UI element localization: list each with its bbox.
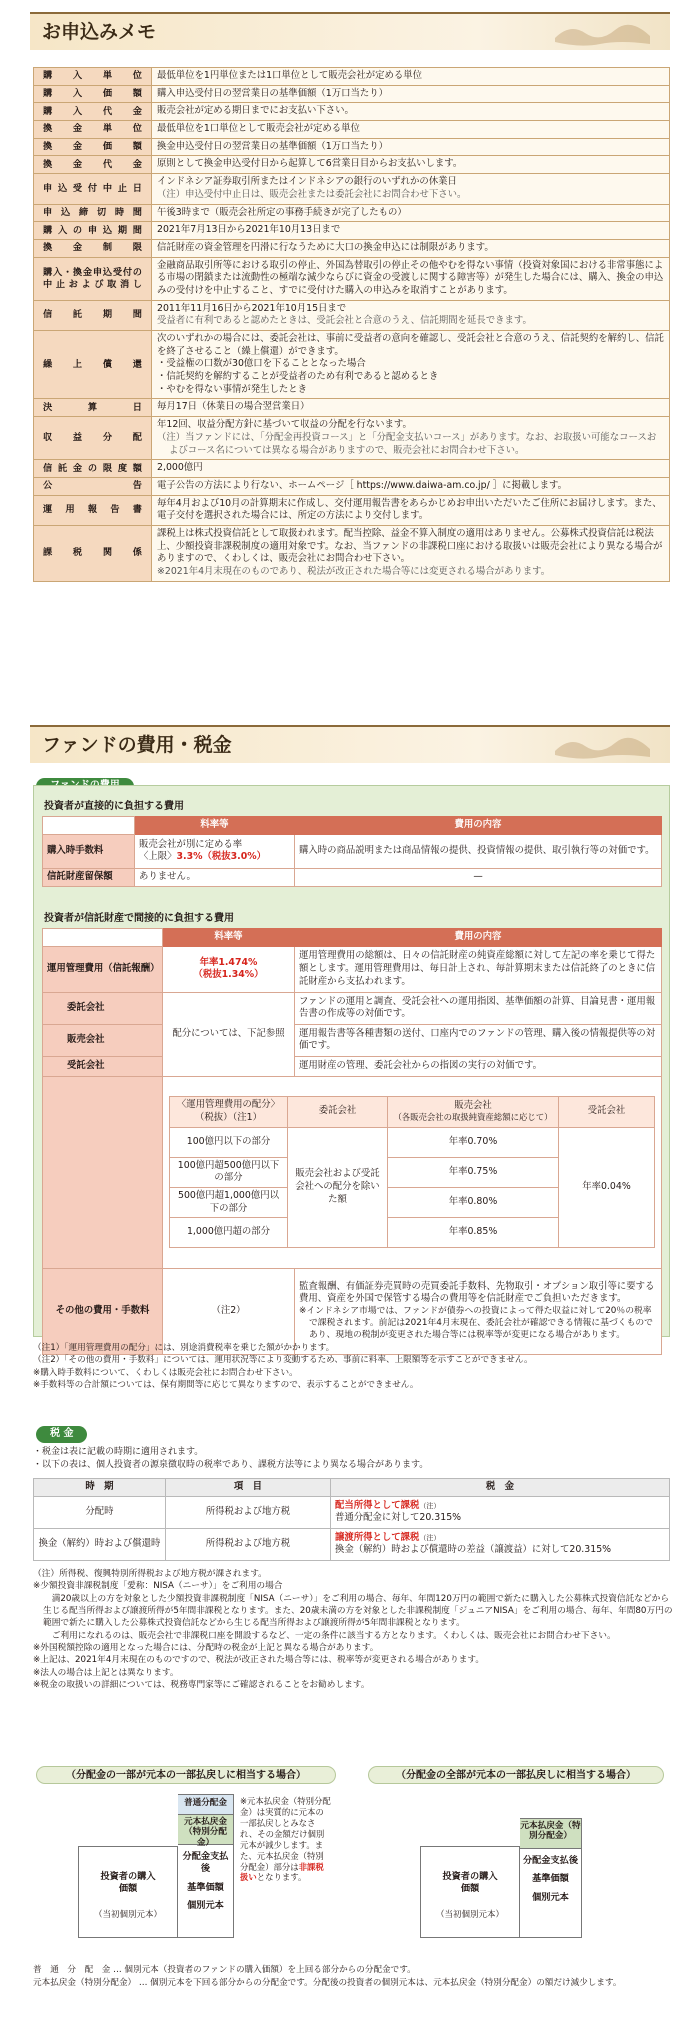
tax-note: （注）所得税、復興特別所得税および地方税が課されます。 bbox=[33, 1569, 267, 1579]
memo-row bbox=[34, 331, 670, 399]
fee-note: ※手数料等の合計額については、保有期間等に応じて異なりますので、表示することができません。 bbox=[33, 1380, 419, 1391]
principal-label: 個別元本 bbox=[532, 1891, 569, 1903]
tax-when: 換金（解約）時および償還時 bbox=[34, 1528, 166, 1560]
mgmt-fee-rate-value: 年率1.474% bbox=[199, 956, 258, 968]
memo-value-text: 電子公告の方法により行ない、ホームページ［ https://www.daiwa-am.co.jp/ ］に掲載します。 bbox=[157, 479, 567, 491]
memo-label: 収益分配 bbox=[34, 417, 152, 460]
investor-price-box bbox=[78, 1846, 178, 1938]
indirect-col-rate: 料率等 bbox=[163, 929, 295, 947]
memo-value bbox=[152, 204, 670, 222]
refund-block: 元本払戻金（特別分配金） bbox=[178, 1815, 233, 1845]
memo-value-text: 最低単位を1口単位として販売会社が定める単位 bbox=[157, 123, 360, 135]
fees-header bbox=[30, 725, 670, 763]
alloc-sales-rate: 年率0.80% bbox=[388, 1187, 559, 1217]
memo-row bbox=[34, 138, 670, 156]
normal-dist-block: 普通分配金 bbox=[178, 1795, 233, 1815]
memo-label: 換金代金 bbox=[34, 156, 152, 174]
memo-label: 決算日 bbox=[34, 399, 152, 417]
base-price-label: 基準価額 bbox=[187, 1881, 224, 1893]
alloc-trust-note: 販売会社および受託会社への配分を除いた額 bbox=[288, 1127, 388, 1248]
other-fee-rate: （注2） bbox=[163, 1268, 295, 1354]
memo-label: 課税関係 bbox=[34, 525, 152, 581]
initial-principal-label: （当初個別元本） bbox=[93, 1909, 162, 1920]
alloc-sales-rate: 年率0.70% bbox=[388, 1127, 559, 1157]
initial-principal-label: （当初個別元本） bbox=[435, 1909, 504, 1920]
tax-note-ref: （注） bbox=[419, 1501, 441, 1510]
memo-value-text: 次のいずれかの場合には、委託会社は、事前に受益者の意向を確認し、受託会社と合意のうえ、信託契約を解約し、信託を終了させること（繰上償還）ができます。 bbox=[157, 333, 664, 357]
tax-note: ※税金の取扱いの詳細については、税務専門家等にご確認されることをお勧めします。 bbox=[33, 1680, 370, 1691]
party-content: 運用財産の管理、委託会社からの指図の実行の対価です。 bbox=[295, 1056, 662, 1076]
principal-label: 個別元本 bbox=[187, 1900, 224, 1912]
memo-row bbox=[34, 257, 670, 300]
memo-label: 申込締切時間 bbox=[34, 204, 152, 222]
memo-value bbox=[152, 417, 670, 460]
memo-row bbox=[34, 174, 670, 204]
alloc-header-sales-note: （各販売会社の取扱純資産総額に応じて） bbox=[393, 1112, 553, 1123]
memo-value bbox=[152, 103, 670, 121]
memo-value-text: 金融商品取引所等における取引の停止、外国為替取引の停止その他やむを得ない事情（投資対象国における非常事態による市場の閉鎖または流動性の極端な減少ならびに資金の受渡しに関する障害等）が発生した場合には、購入、換金の申込みの受付けを中止すること、すでに受付けた購入の申込みを取消すことがあります。 bbox=[157, 259, 664, 296]
tax-table bbox=[33, 1478, 670, 1561]
alloc-sales-rate: 年率0.85% bbox=[388, 1218, 559, 1248]
memo-value bbox=[152, 174, 670, 204]
tax-note: ※法人の場合は上記とは異なります。 bbox=[33, 1667, 179, 1678]
memo-value bbox=[152, 300, 670, 330]
tax-col-item: 項 目 bbox=[166, 1479, 331, 1497]
memo-value bbox=[152, 460, 670, 478]
tax-item: 所得税および地方税 bbox=[166, 1528, 331, 1560]
memo-value bbox=[152, 68, 670, 86]
memo-row bbox=[34, 222, 670, 240]
fee-note: （注1）「運用管理費用の配分」には、別途消費税率を乗じた額がかかります。 bbox=[33, 1343, 335, 1353]
memo-value bbox=[152, 399, 670, 417]
memo-header bbox=[30, 12, 670, 50]
tax-notes bbox=[33, 1568, 673, 1691]
diagram-definitions bbox=[33, 1964, 673, 1990]
memo-label: 公告 bbox=[34, 477, 152, 495]
mgmt-fee-rate bbox=[163, 946, 295, 992]
memo-value-text: 年12回、収益分配方針に基づいて収益の分配を行ないます。 bbox=[157, 419, 412, 431]
tax-col-when: 時 期 bbox=[34, 1479, 166, 1497]
memo-value bbox=[152, 156, 670, 174]
memo-value-text: インドネシア証券取引所またはインドネシアの銀行のいずれかの休業日 bbox=[157, 176, 457, 188]
after-dist-label: 分配金支払後 bbox=[522, 1855, 579, 1866]
base-price-label: 基準価額 bbox=[532, 1873, 569, 1885]
memo-bullet: ・信託契約を解約することが受益者のため有利であると認めるとき bbox=[157, 371, 439, 383]
memo-value bbox=[152, 121, 670, 139]
memo-row bbox=[34, 460, 670, 478]
memo-value bbox=[152, 257, 670, 300]
tax-value bbox=[331, 1528, 670, 1560]
after-dist-box-right bbox=[520, 1818, 582, 1938]
tax-when: 分配時 bbox=[34, 1496, 166, 1528]
alloc-header-sales bbox=[388, 1097, 559, 1127]
purchase-fee-cap: 3.3%（税抜3.0%） bbox=[176, 851, 267, 863]
def-normal: 普 通 分 配 金 … 個別元本（投資者のファンドの購入価額）を上回る部分からの分配金です。 bbox=[33, 1965, 416, 1975]
memo-value bbox=[152, 222, 670, 240]
tax-note: ご利用になれるのは、販売会社で非課税口座を開設するなど、一定の条件に該当する方となります。くわしくは、販売会社にお問合わせ下さい。 bbox=[43, 1630, 616, 1641]
parties-rate: 配分については、下記参照 bbox=[163, 992, 295, 1076]
reserve-label: 信託財産留保額 bbox=[43, 868, 135, 886]
mgmt-fee-content: 運用管理費用の総額は、日々の信託財産の純資産総額に対して左記の率を乗じて得た額とします。運用管理費用は、毎日計上され、毎計算期末または信託終了のときに信託財産から支払われます。 bbox=[295, 946, 662, 992]
fee-note: （注2）「その他の費用・手数料」については、運用状況等により変動するため、事前に料率、上限額等を示すことができません。 bbox=[33, 1355, 533, 1366]
mgmt-fee-label: 運用管理費用（信託報酬） bbox=[43, 946, 163, 992]
memo-note: （注）当ファンドには、「分配金再投資コース」と「分配金支払いコース」があります。なお、お取扱い可能なコースおよびコース名については異なる場合がありますので、販売会社にお問合わせ下さい。 bbox=[157, 431, 657, 456]
memo-label: 購入・換金申込受付の中止および取消し bbox=[34, 257, 152, 300]
tax-col-tax: 税 金 bbox=[331, 1479, 670, 1497]
memo-value-text: 購入申込受付日の翌営業日の基準価額（1万口当たり） bbox=[157, 87, 388, 99]
memo-value-text: 2011年11月16日から2021年10月15日まで bbox=[157, 302, 347, 314]
memo-value-text: 原則として換金申込受付日から起算して6営業日目からお支払いします。 bbox=[157, 158, 463, 170]
memo-row bbox=[34, 85, 670, 103]
reserve-rate: ありません。 bbox=[135, 868, 295, 886]
memo-row bbox=[34, 68, 670, 86]
memo-value-text: 毎月17日（休業日の場合翌営業日） bbox=[157, 401, 310, 413]
memo-label: 繰上償還 bbox=[34, 331, 152, 399]
memo-note: 受益者に有利であると認めたときは、受託会社と合意のうえ、信託期間を延長できます。 bbox=[157, 315, 532, 327]
memo-value-text: 午後3時まで（販売会社所定の事務手続きが完了したもの） bbox=[157, 206, 407, 218]
mgmt-fee-rate-ex-tax: （税抜1.34%） bbox=[193, 969, 264, 981]
memo-label: 信託期間 bbox=[34, 300, 152, 330]
alloc-cell bbox=[163, 1076, 662, 1268]
memo-bullet: ・やむを得ない事情が発生したとき bbox=[157, 383, 308, 395]
alloc-header-custodian: 受託会社 bbox=[559, 1097, 655, 1127]
alloc-header-sales-text: 販売会社 bbox=[454, 1099, 492, 1111]
fee-note: ※購入時手数料について、くわしくは販売会社にお問合わせ下さい。 bbox=[33, 1367, 298, 1378]
tax-note-ref: （注） bbox=[419, 1533, 441, 1542]
tax-intro-line: ・以下の表は、個人投資者の源泉徴収時の税率であり、課税方法等により異なる場合があります。 bbox=[33, 1459, 429, 1470]
alloc-header-tier: 〈運用管理費用の配分〉（税抜）（注1） bbox=[170, 1097, 288, 1127]
tax-note: ※外国税額控除の適用となった場合には、分配時の税金が上記と異なる場合があります。 bbox=[33, 1643, 379, 1654]
fee-panel bbox=[33, 785, 670, 1340]
investor-price-label: 投資者の購入価額 bbox=[442, 1871, 498, 1895]
memo-row bbox=[34, 121, 670, 139]
memo-value-text: 課税上は株式投資信託として取扱われます。配当控除、益金不算入制度の適用はありません。公募株式投資信託は税法上、少額投資非課税制度の適用対象です。なお、当ファンドの非課税口座における取扱いは販売会社により異なる場合がありますので、くわしくは、販売会社にお問合わせ下さい。 bbox=[157, 527, 663, 565]
memo-value-text: 換金申込受付日の翌営業日の基準価額（1万口当たり） bbox=[157, 140, 388, 152]
memo-row bbox=[34, 204, 670, 222]
memo-value bbox=[152, 331, 670, 399]
alloc-sales-rate: 年率0.75% bbox=[388, 1157, 559, 1187]
after-dist-box bbox=[178, 1794, 234, 1938]
memo-table bbox=[33, 67, 670, 582]
party-label: 販売会社 bbox=[43, 1024, 163, 1056]
purchase-fee-cap-label: 〈上限〉 bbox=[139, 851, 177, 863]
indirect-heading: 投資者が信託財産で間接的に負担する費用 bbox=[44, 913, 234, 924]
tax-free-highlight: 非課税扱い bbox=[240, 1861, 324, 1883]
diagram-left-title: （分配金の一部が元本の一部払戻しに相当する場合） bbox=[36, 1766, 336, 1784]
memo-label: 購入価額 bbox=[34, 85, 152, 103]
memo-label: 運用報告書 bbox=[34, 495, 152, 525]
tax-type: 譲渡所得として課税 bbox=[335, 1531, 420, 1543]
memo-label: 信託金の限度額 bbox=[34, 460, 152, 478]
memo-row bbox=[34, 239, 670, 257]
fees-title: ファンドの費用・税金 bbox=[42, 734, 232, 756]
memo-label: 購入の申込期間 bbox=[34, 222, 152, 240]
party-label: 委託会社 bbox=[43, 992, 163, 1024]
memo-label: 換金単位 bbox=[34, 121, 152, 139]
memo-value-text: 2021年7月13日から2021年10月13日まで bbox=[157, 224, 341, 236]
purchase-fee-rate-text: 販売会社が別に定める率 bbox=[139, 838, 243, 850]
direct-fee-table bbox=[42, 816, 662, 887]
tax-note: ※少額投資非課税制度「愛称：NISA（ニーサ）」をご利用の場合 bbox=[33, 1581, 283, 1592]
diagram-right-title: （分配金の全部が元本の一部払戻しに相当する場合） bbox=[368, 1766, 664, 1784]
refund-note: ※元本払戻金（特別分配金）は実質的に元本の一部払戻しとみなされ、その金額だけ個別元本が減少します。また、元本払戻金（特別分配金）部分は非課税扱いとなります。 bbox=[240, 1796, 331, 1883]
party-label: 受託会社 bbox=[43, 1056, 163, 1076]
memo-row bbox=[34, 477, 670, 495]
alloc-tier: 500億円超1,000億円以下の部分 bbox=[170, 1187, 288, 1217]
memo-row bbox=[34, 495, 670, 525]
alloc-spacer bbox=[43, 1076, 163, 1268]
refund-block: 元本払戻金（特別分配金） bbox=[520, 1819, 581, 1849]
party-content: ファンドの運用と調査、受託会社への運用指図、基準価額の計算、目論見書・運用報告書の作成等の対価です。 bbox=[295, 992, 662, 1024]
memo-value bbox=[152, 138, 670, 156]
tax-value bbox=[331, 1496, 670, 1528]
memo-label: 購入代金 bbox=[34, 103, 152, 121]
memo-row bbox=[34, 103, 670, 121]
memo-value bbox=[152, 477, 670, 495]
memo-value bbox=[152, 85, 670, 103]
memo-row bbox=[34, 399, 670, 417]
memo-value bbox=[152, 495, 670, 525]
other-fee-label: その他の費用・手数料 bbox=[43, 1268, 163, 1354]
other-fee-content-text: 監査報酬、有価証券売買時の売買委託手数料、先物取引・オプション取引等に要する費用、資産を外国で保管する場合の費用等を信託財産でご負担いただきます。 bbox=[299, 1280, 655, 1305]
memo-value bbox=[152, 239, 670, 257]
direct-col-content: 費用の内容 bbox=[295, 817, 662, 835]
memo-value-text: 販売会社が定める期日までにお支払い下さい。 bbox=[157, 105, 354, 117]
memo-label: 購入単位 bbox=[34, 68, 152, 86]
reserve-content: — bbox=[295, 868, 662, 886]
world-map-icon bbox=[550, 731, 660, 761]
tax-rate-text: 普通分配金に対して20.315% bbox=[335, 1512, 462, 1524]
memo-value bbox=[152, 525, 670, 581]
world-map-icon bbox=[550, 18, 660, 48]
purchase-fee-content: 購入時の商品説明または商品情報の提供、投資情報の提供、取引執行等の対価です。 bbox=[295, 834, 662, 868]
memo-row bbox=[34, 417, 670, 460]
memo-bullet: ・受益権の口数が30億口を下ることとなった場合 bbox=[157, 358, 366, 370]
tax-type: 配当所得として課税 bbox=[335, 1499, 420, 1511]
alloc-tier: 100億円超500億円以下の部分 bbox=[170, 1157, 288, 1187]
indirect-fee-table bbox=[42, 928, 662, 1355]
purchase-fee-rate bbox=[135, 834, 295, 868]
tax-rate-text: 換金（解約）時および償還時の差益（譲渡益）に対して20.315% bbox=[335, 1544, 612, 1556]
direct-heading: 投資者が直接的に負担する費用 bbox=[44, 801, 184, 812]
memo-row bbox=[34, 525, 670, 581]
investor-price-box-right bbox=[420, 1846, 520, 1938]
memo-note: ※2021年4月末現在のものであり、税法が改正された場合等には変更される場合があります。 bbox=[157, 566, 551, 577]
after-dist-label: 分配金支払後 bbox=[182, 1851, 229, 1875]
purchase-fee-label: 購入時手数料 bbox=[43, 834, 135, 868]
tax-intro bbox=[33, 1446, 673, 1471]
memo-value-text: 最低単位を1円単位または1口単位として販売会社が定める単位 bbox=[157, 70, 423, 81]
memo-value-text: 毎年4月および10月の計算期末に作成し、交付運用報告書をあらかじめお申出いただいたご住所にお届けします。また、電子交付を選択された場合には、所定の方法により交付します。 bbox=[157, 497, 662, 522]
alloc-header-trust: 委託会社 bbox=[288, 1097, 388, 1127]
alloc-tier: 100億円以下の部分 bbox=[170, 1127, 288, 1157]
alloc-custodian-rate: 年率0.04% bbox=[559, 1127, 655, 1248]
direct-col-rate: 料率等 bbox=[135, 817, 295, 835]
investor-price-label: 投資者の購入価額 bbox=[100, 1871, 156, 1895]
memo-row bbox=[34, 156, 670, 174]
indirect-col-content: 費用の内容 bbox=[295, 929, 662, 947]
memo-label: 換金価額 bbox=[34, 138, 152, 156]
tax-note: 満20歳以上の方を対象とした少額投資非課税制度「NISA（ニーサ）」をご利用の場合、毎年、年間120万円の範囲で新たに購入した公募株式投資信託などから生じる配当所得および譲渡所得が5年間非課税となります。また、20歳未満の方を対象とした非課税制度「ジュニアNISA」をご利用の場合、毎年、年間80万円の範囲で新たに購入した公募株式投資信託などから生じる配当所得および譲渡所得が5年間非課税となります。 bbox=[43, 1593, 673, 1629]
memo-label: 申込受付中止日 bbox=[34, 174, 152, 204]
tax-pill: 税 金 bbox=[36, 1426, 87, 1443]
memo-label: 換金制限 bbox=[34, 239, 152, 257]
fee-notes bbox=[33, 1342, 673, 1392]
def-refund: 元本払戻金（特別分配金） … 個別元本を下回る部分からの分配金です。分配後の投資者の個別元本は、元本払戻金（特別分配金）の額だけ減少します。 bbox=[33, 1977, 622, 1988]
tax-note: ※上記は、2021年4月末現在のものですので、税法が改正された場合等には、税率等が変更される場合があります。 bbox=[33, 1655, 485, 1666]
memo-row bbox=[34, 300, 670, 330]
memo-note: （注）申込受付中止日は、販売会社または委託会社にお問合わせ下さい。 bbox=[157, 188, 467, 200]
memo-title: お申込みメモ bbox=[42, 21, 157, 43]
memo-value-text: 信託財産の資金管理を円滑に行なうために大口の換金申込には制限があります。 bbox=[157, 241, 494, 253]
alloc-tier: 1,000億円超の部分 bbox=[170, 1218, 288, 1248]
party-content: 運用報告書等各種書類の送付、口座内でのファンドの管理、購入後の情報提供等の対価です。 bbox=[295, 1024, 662, 1056]
tax-item: 所得税および地方税 bbox=[166, 1496, 331, 1528]
tax-intro-line: ・税金は表に記載の時期に適用されます。 bbox=[33, 1447, 204, 1457]
memo-value-text: 2,000億円 bbox=[157, 462, 203, 474]
other-fee-note: ※インドネシア市場では、ファンドが債券への投資によって得た収益に対して20％の税率で課税されます。前記は2021年4月末現在、委託会社が確認できる情報に基づくものであり、現地の税制が変更された場合等には税率等が変更になる場合があります。 bbox=[299, 1306, 653, 1340]
alloc-table bbox=[169, 1096, 655, 1248]
